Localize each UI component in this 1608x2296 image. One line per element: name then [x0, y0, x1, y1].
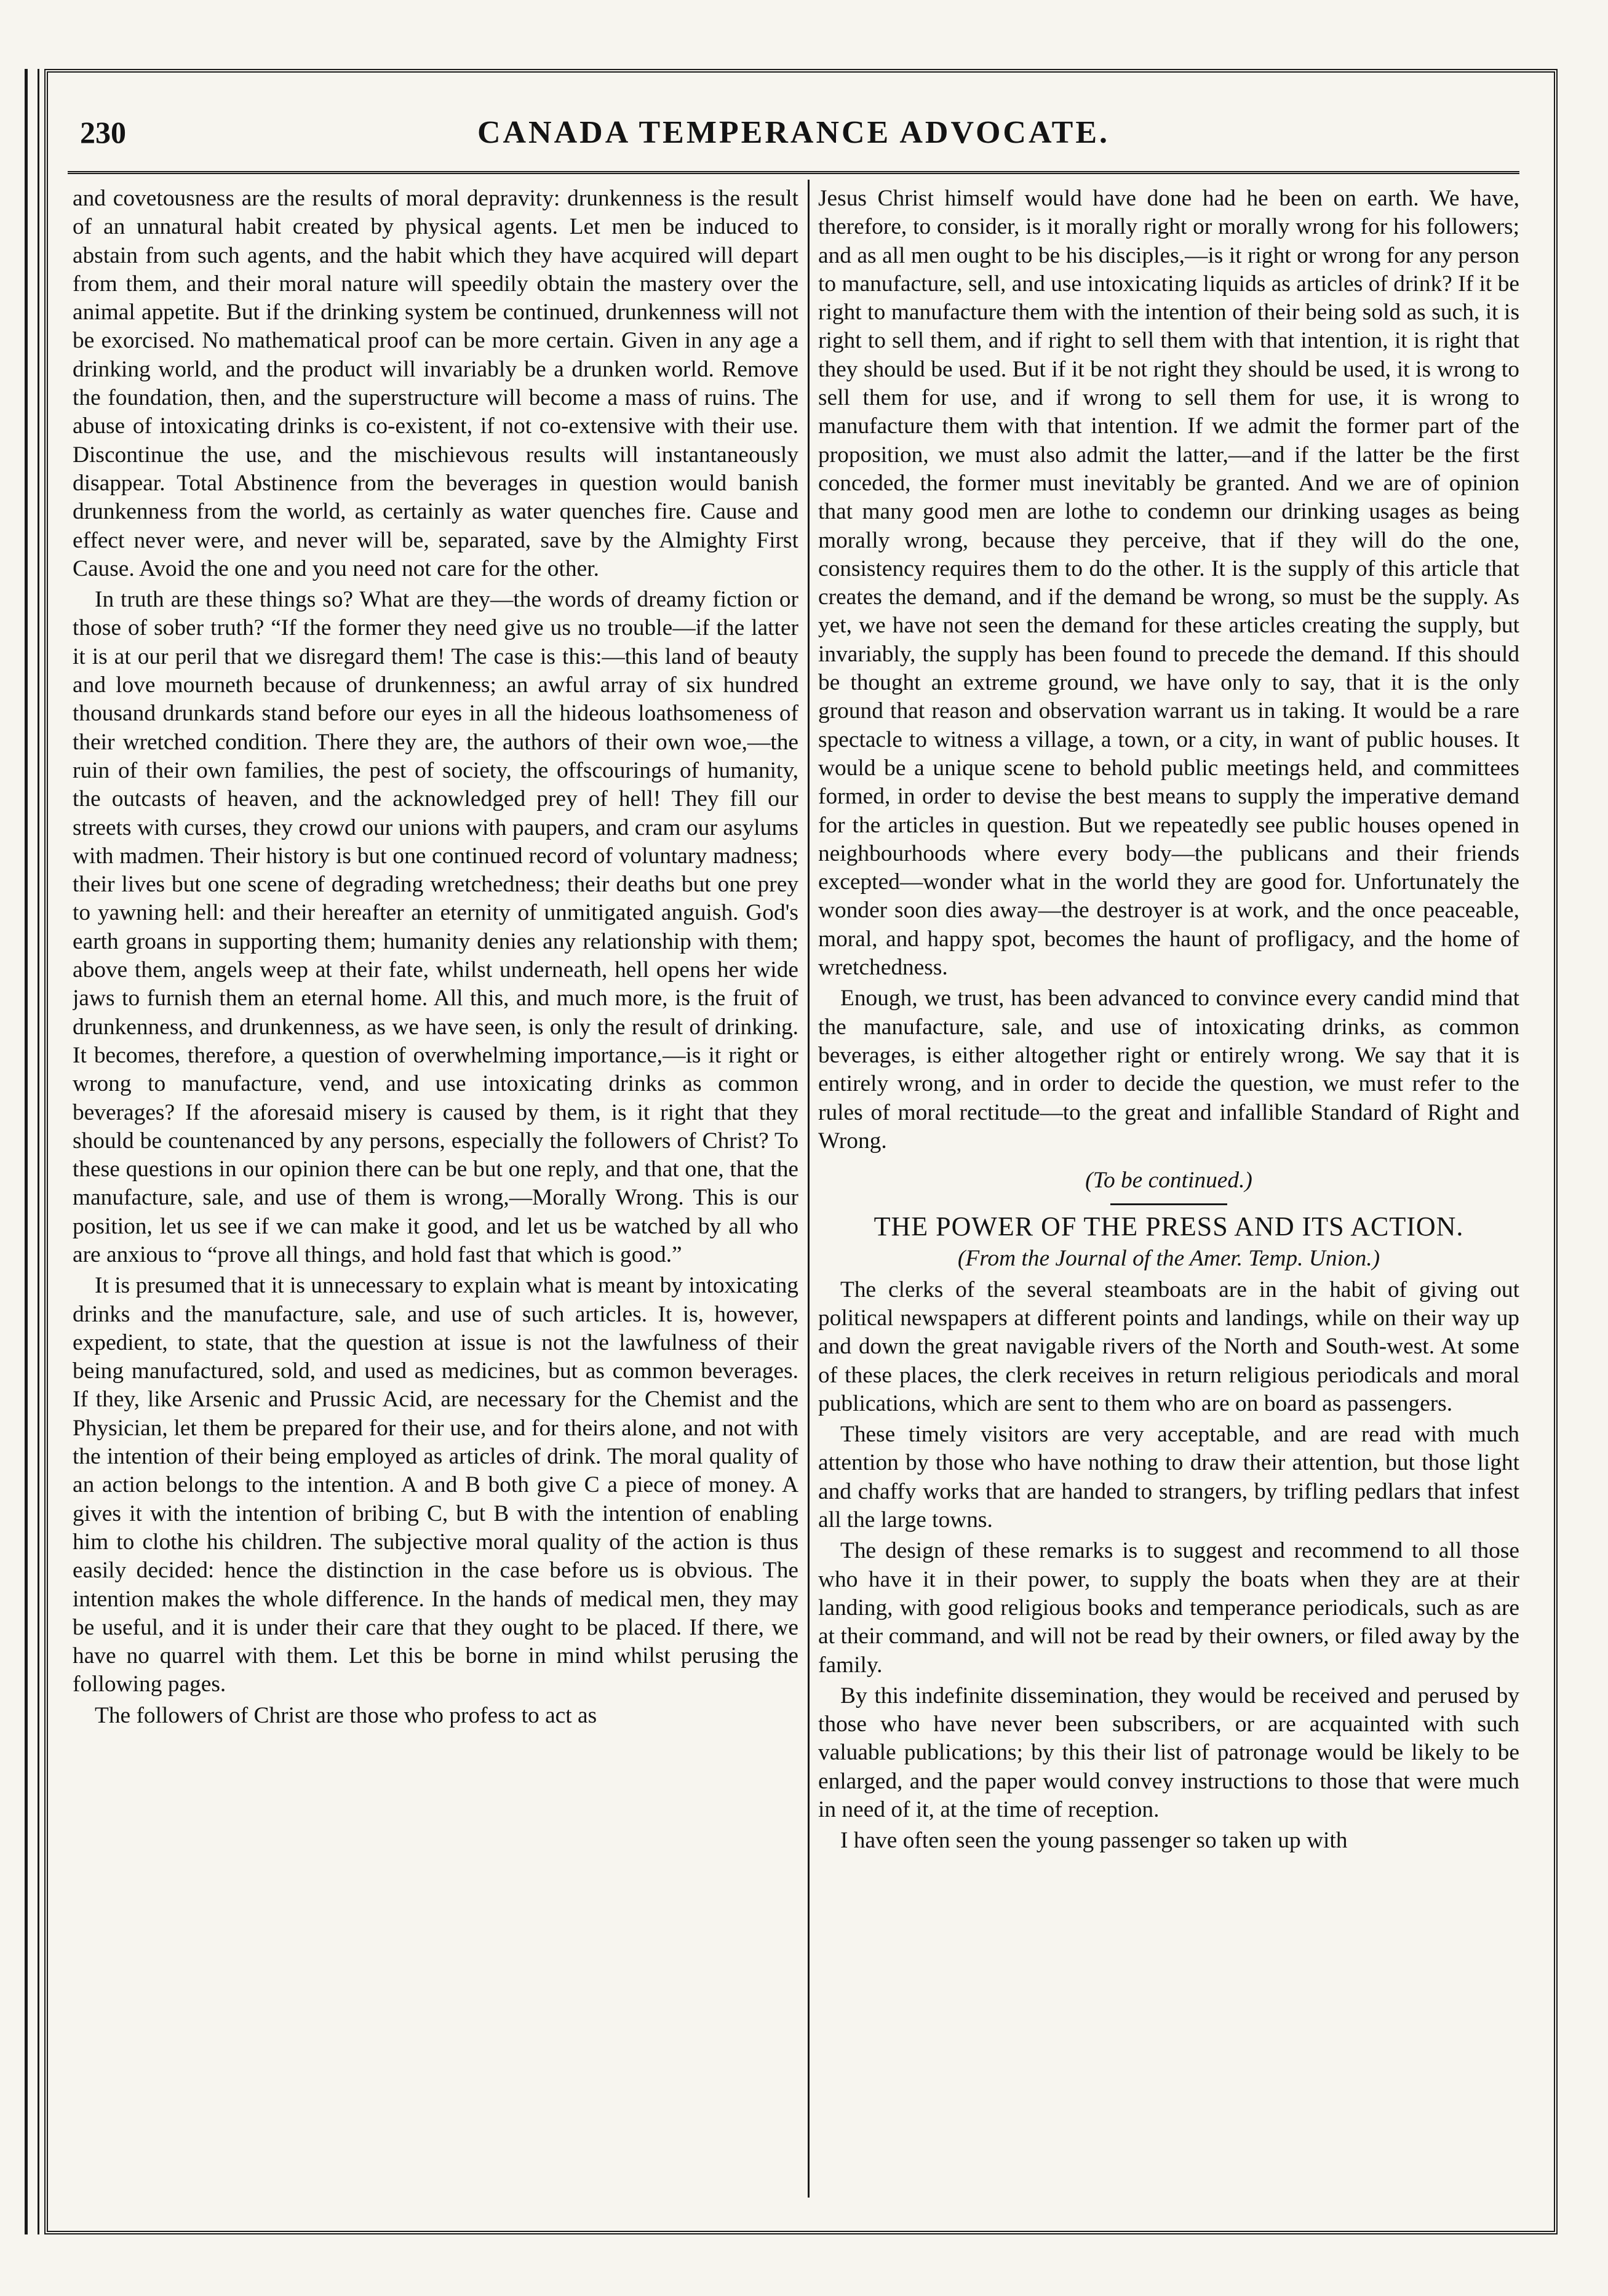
- right-paragraph-2: Enough, we trust, has been advanced to convince every candid mind that the manufacture, sale, and use of intoxicating drinks, as common beverages, is either altogether right or entirely wrong. We say that it is entirely wrong, and in order to decide the question, we must refer to the rules of moral rectitude—to the great and infallible Standard of Right and Wrong.: [818, 986, 1519, 1154]
- right-paragraph-1: Jesus Christ himself would have done had he been on earth. We have, therefore, to consider, is it morally right or morally wrong for his followers; and as all men ought to be his disciples,—is it right or wrong for any person to manufacture, sell, and use intoxicating liquids as articles of drink? If it be right to manufacture them with the intention of their being sold as such, it is right to sell them, and if right to sell them with that intention, it is right that they should be used. But if it be not right they should be used, it is wrong to sell them for use, and if wrong to sell them for use, it is wrong to manufacture them with that intention. If we admit the former part of the proposition, we must also admit the latter,—and if the latter be the first conceded, the former must inevitably be granted. And we are of opinion that many good men are lothe to condemn our drinking usages as being morally wrong, because they perceive, that if they will do the one, consistency requires them to do the other. It is the supply of this article that creates the demand, and if the demand be wrong, so must be the supply. As yet, we have not seen the demand for these articles creating the supply, but invariably, the supply has been found to precede the demand. If this should be thought an extreme ground, we have only to say, that it is the only ground that reason and observation warrant us in taking. It would be a rare spectacle to witness a village, a town, or a city, in want of public houses. It would be a unique scene to behold public meetings held, and committees formed, in order to devise the best means to supply the imperative demand for the articles in question. But we repeatedly see public houses opened in neighbourhoods where every body—the publicans and their friends excepted—wonder what in the world they are good for. Unfortunately the wonder soon dies away—the destroyer is at work, and the once peaceable, moral, and happy spot, becomes the haunt of profligacy, and the home of wretchedness.: [818, 186, 1519, 981]
- left-margin-rule: [25, 69, 39, 2234]
- section-rule: [1110, 1203, 1227, 1205]
- left-paragraph-4: The followers of Christ are those who profess to act as: [95, 1702, 597, 1728]
- right-paragraph-7: I have often seen the young passenger so taken up with: [840, 1828, 1348, 1854]
- left-column: [73, 185, 798, 2196]
- to-be-continued: (To be continued.): [1085, 1168, 1252, 1194]
- left-paragraph-1: and covetousness are the results of moral depravity: drunkenness is the result of an unnatural habit created by physical agents. Let men be induced to abstain from such agents, and the habit which they have acquired will depart from them, and their moral nature will speedily obtain the mastery over the animal appetite. But if the drinking system be continued, drunkenness will not be exorcised. No mathematical proof can be more certain. Given in any age a drinking world, and the product will invariably be a drunken world. Remove the foundation, then, and the superstructure will become a mass of ruins. The abuse of intoxicating drinks is co-existent, if not co-extensive with their use. Discontinue the use, and the mischievous results will instantaneously disappear. Total Abstinence from the beverages in question would banish drunkenness from the world, as certainly as water quenches fire. Cause and effect never were, and never will be, separated, save by the Almighty First Cause. Avoid the one and you need not care for the other.: [73, 186, 798, 581]
- section-title: THE POWER OF THE PRESS AND ITS ACTION.: [874, 1211, 1464, 1242]
- section-source: (From the Journal of the Amer. Temp. Union.): [957, 1246, 1380, 1272]
- page-number: 230: [80, 115, 126, 149]
- page-header: [68, 103, 1519, 174]
- right-paragraph-6: By this indefinite dissemination, they would be received and perused by those who have never been subscribers, or are acquainted with such valuable publications; by this their list of patronage would be likely to be enlarged, and the paper would convey instructions to those that were much in need of it, at the time of reception.: [818, 1683, 1519, 1823]
- right-column: [818, 185, 1519, 2196]
- left-paragraph-2: In truth are these things so? What are they—the words of dreamy fiction or those of sober truth? “If the former they need give us no trouble—if the latter it is at our peril that we disregard them! The case is this:—this land of beauty and love mourneth because of drunkenness; an awful array of six hundred thousand drunkards stand before our eyes in all the hideous loathsomeness of their wretched condition. There they are, the authors of their own woe,—the ruin of their own families, the pest of society, the offscourings of humanity, the outcasts of heaven, and the acknowledged prey of hell! They fill our streets with curses, they crowd our unions with paupers, and cram our asylums with madmen. Their history is but one continued record of voluntary madness; their lives but one scene of degrading wretchedness; their deaths but one prey to yawning hell: and their hereafter an eternity of unmitigated anguish. God's earth groans in supporting them; humanity denies any relationship with them; above them, angels weep at their fate, whilst underneath, hell opens her wide jaws to furnish them an eternal home. All this, and much more, is the fruit of drunkenness, and drunkenness, as we have seen, is only the result of drinking. It becomes, therefore, a question of overwhelming importance,—is it right or wrong to manufacture, vend, and use intoxicating drinks as common beverages? If the aforesaid misery is caused by them, is it right that they should be countenanced by any persons, especially the followers of Christ? To these questions in our opinion there can be but one reply, and that one, that the manufacture, sale, and use of them is wrong,—Morally Wrong. This is our position, let us see if we can make it good, and let us be watched by all who are anxious to “prove all things, and hold fast that which is good.”: [73, 587, 798, 1267]
- right-paragraph-5: The design of these remarks is to suggest and recommend to all those who have it in their power, to supply the boats when they are at their landing, with good religious books and temperance periodicals, such as are at their command, and will not be read by their owners, or filed away by the family.: [818, 1538, 1519, 1678]
- left-paragraph-3: It is presumed that it is unnecessary to explain what is meant by intoxicating drinks and the manufacture, sale, and use of such articles. It is, however, expedient, to state, that the question at issue is not the lawfulness of their being manufactured, sold, and used as medicines, but as common beverages. If they, like Arsenic and Prussic Acid, are necessary for the Chemist and the Physician, let them be prepared for their use, and for theirs alone, and not with the intention of their being employed as articles of drink. The moral quality of an action belongs to the intention. A and B both give C a piece of money. A gives it with the intention of bribing C, but B with the intention of enabling him to clothe his children. The subjective moral quality of the action is thus easily decided: hence the distinction in the case before us is obvious. The intention makes the whole difference. In the hands of medical men, they may be useful, and it is under their care that they ought to be placed. If there, we have no quarrel with them. Let this be borne in mind whilst perusing the following pages.: [73, 1273, 798, 1697]
- right-paragraph-3: The clerks of the several steamboats are in the habit of giving out political newspapers at different points and landings, while on their way up and down the great navigable rivers of the North and South-west. At some of these places, the clerk receives in return religious periodicals and moral publications, which are sent to them who are on board as passengers.: [818, 1277, 1519, 1416]
- running-title: CANADA TEMPERANCE ADVOCATE.: [477, 115, 1110, 150]
- right-paragraph-4: These timely visitors are very acceptable, and are read with much attention by those who have nothing to draw their attention, but those light and chaffy works that are handed to strangers, by trifling pedlars that infest all the large towns.: [818, 1422, 1519, 1533]
- column-divider: [808, 180, 810, 2198]
